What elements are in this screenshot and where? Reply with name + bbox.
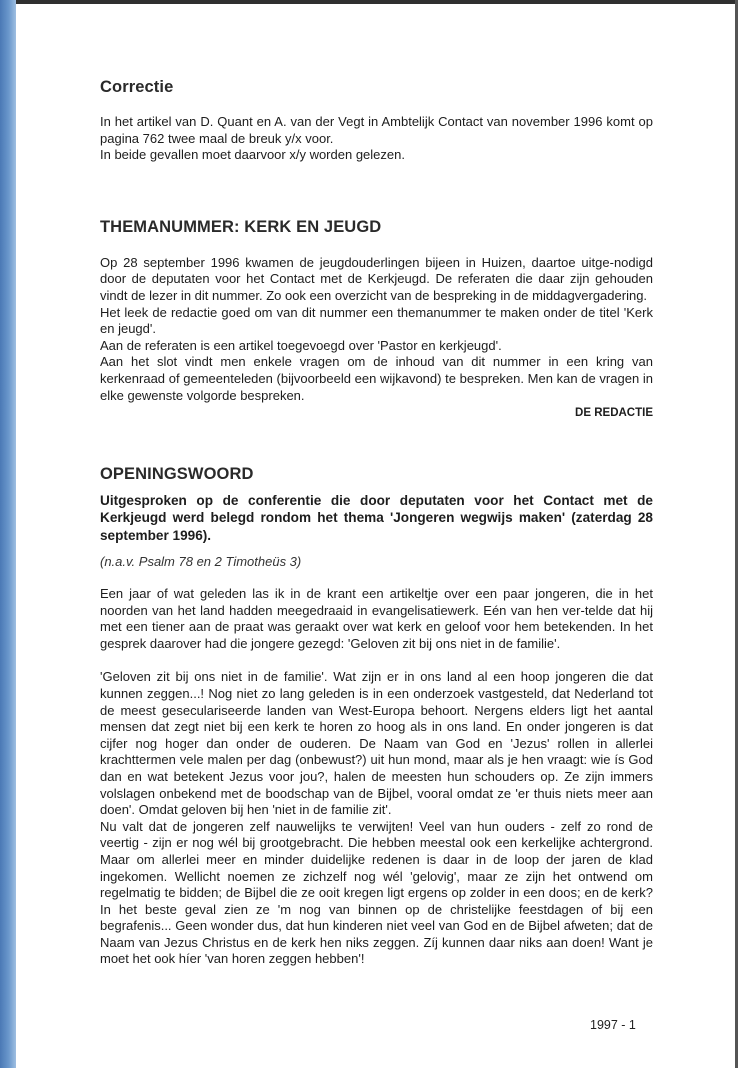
page-content <box>100 78 653 968</box>
themanummer-paragraph-1: Op 28 september 1996 kwamen de jeugdouderlingen bijeen in Huizen, daartoe uitge-nodigd door de deputaten voor het Contact met de Kerkjeugd. De referaten die daar zijn gehouden vindt de lezer in dit nummer. Zo ook een overzicht van de bespreking in de middagvergadering. <box>100 254 653 303</box>
section-correctie <box>100 78 653 164</box>
page-number: 1997 - 1 <box>590 1018 636 1032</box>
openingswoord-paragraph-1: Een jaar of wat geleden las ik in de krant een artikeltje over een paar jongeren, die in het noorden van het land hadden meegedraaid in evangelisatiewerk. Eén van hen ver-telde dat hij met een tiener aan de praat was geraakt over wat kerk en geloof voor hem betekenden. In het gesprek daarover had die jongere gezegd: 'Geloven zit bij ons niet in de familie'. <box>100 586 653 651</box>
themanummer-paragraph-4: Aan het slot vindt men enkele vragen om de inhoud van dit nummer in een kring van kerkenraad of gemeenteleden (bijvoorbeeld een wijkavond) te bespreken. Men kan de vragen in elke gewenste volgorde bespreken. <box>100 354 653 403</box>
openingswoord-heading: OPENINGSWOORD <box>100 465 254 484</box>
openingswoord-subtitle: Uitgesproken op de conferentie die door deputaten voor het Contact met de Kerkjeugd werd belegd rondom het thema 'Jongeren wegwijs maken' (zaterdag 28 september 1996). <box>100 493 653 543</box>
themanummer-paragraph-3: Aan de referaten is een artikel toegevoegd over 'Pastor en kerkjeugd'. <box>100 337 502 353</box>
correctie-paragraph-1: In het artikel van D. Quant en A. van der Vegt in Ambtelijk Contact van november 1996 komt op pagina 762 twee maal de breuk y/x voor. <box>100 114 653 146</box>
themanummer-heading: THEMANUMMER: KERK EN JEUGD <box>100 217 382 236</box>
binding-spine <box>0 0 16 1068</box>
redactie-signature: DE REDACTIE <box>575 407 653 420</box>
scripture-reference: (n.a.v. Psalm 78 en 2 Timotheüs 3) <box>100 554 302 570</box>
correctie-paragraph-2: In beide gevallen moet daarvoor x/y worden gelezen. <box>100 147 405 163</box>
openingswoord-paragraph-2: 'Geloven zit bij ons niet in de familie'. Wat zijn er in ons land al een hoop jongeren die dat kunnen zeggen...! Nog niet zo lang geleden is in een onderzoek vastgesteld, dat Nederland tot de meest geseculariseerde landen van West-Europa behoort. Nergens elders ligt het aantal mensen dat zegt niet bij een kerk te horen zo hoog als in ons land. En onder jongeren is dat cijfer nog hoger dan onder de ouderen. De Naam van God en 'Jezus' rollen in allerlei krachttermen vele malen per dag (onbewust?) uit hun mond, maar als je hen vraagt: wie ís God dan en wat betekent Jezus voor jou?, halen de meesten hun schouders op. Ze zijn immers volslagen onbekend met de boodschap van de Bijbel, vooral omdat ze 'er thuis niets meer aan doen'. Omdat geloven bij hen 'niet in de familie zit'. <box>100 669 653 818</box>
section-themanummer <box>100 218 653 419</box>
correctie-heading: Correctie <box>100 78 174 96</box>
openingswoord-paragraph-3: Nu valt dat de jongeren zelf nauwelijks te verwijten! Veel van hun ouders - zelf zo rond de veertig - zijn er nog wél bij grootgebracht. Die hebben meestal ook een kerkelijke achtergrond. Maar om allerlei meer en minder duidelijke redenen is daar in de loop der jaren de klad ingekomen. Wellicht noemen ze zichzelf nog wél 'gelovig', maar ze zijn het ontwend om regelmatig te bidden; de Bijbel die ze ooit kregen ligt ergens op zolder in een doos; en de kerk? In het beste geval zien ze 'm nog van binnen op de christelijke feestdagen of bij een begrafenis... Geen wonder dus, dat hun kinderen niet veel van God en de Bijbel afweten; dat de Naam van Jezus Christus en de kerk hen niks zeggen. Zíj kunnen daar niks aan doen! Want je moet het ook híer 'van horen zeggen hebben'! <box>100 818 653 967</box>
section-openingswoord <box>100 465 653 968</box>
page-edge-top <box>16 0 738 4</box>
themanummer-paragraph-2: Het leek de redactie goed om van dit nummer een themanummer te maken onder de titel 'Kerk en jeugd'. <box>100 304 653 337</box>
